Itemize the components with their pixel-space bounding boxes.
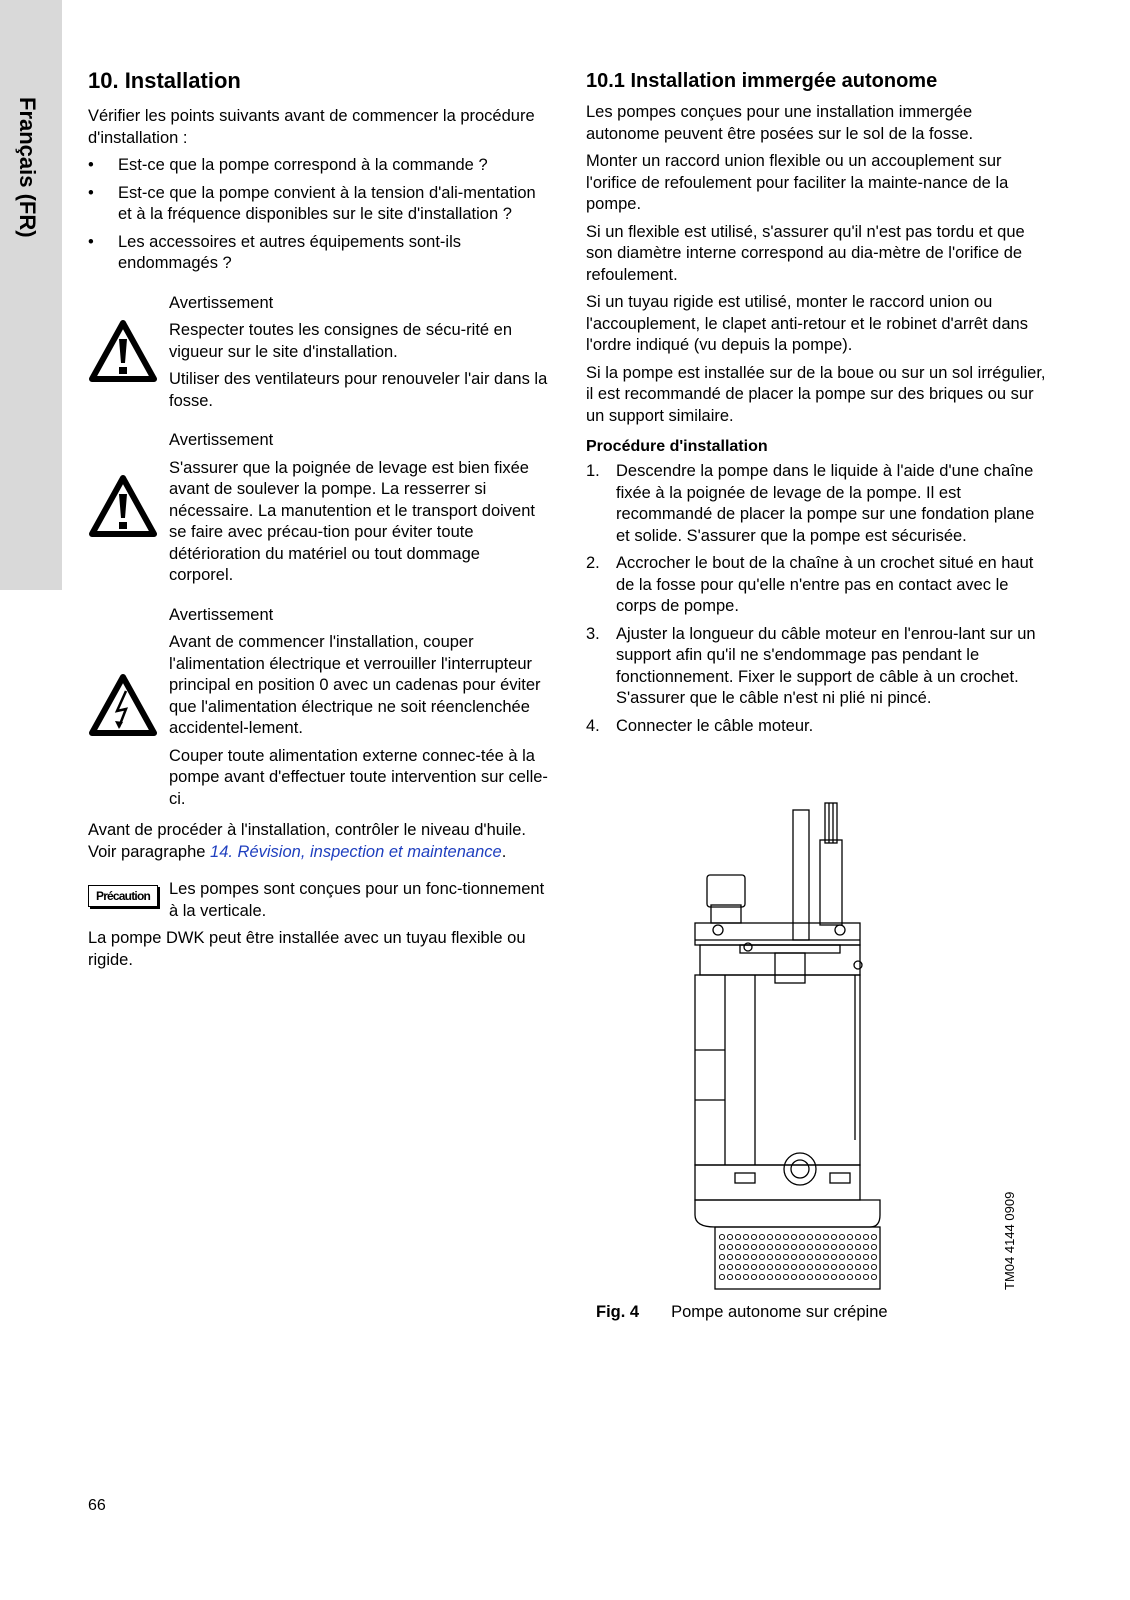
electrical-hazard-icon: [88, 673, 158, 737]
body-paragraph: Si un flexible est utilisé, s'assurer qu'il n'est pas tordu et que son diamètre interne correspond au dia-mètre de l'orifice de refoulement.: [586, 222, 1025, 284]
list-item: • Les accessoires et autres équipements sont-ils endommagés ?: [88, 232, 462, 272]
pump-on-strainer-drawing: [680, 795, 895, 1295]
figure-caption: [596, 1303, 888, 1322]
procedure-steps: [586, 461, 1046, 737]
list-item: • Est-ce que la pompe convient à la tension d'ali-mentation et à la fréquence disponibles sur le site d'installation ?: [88, 183, 536, 223]
warning-text: Utiliser des ventilateurs pour renouveler l'air dans la fosse.: [169, 370, 548, 410]
list-item: 4. Connecter le câble moteur.: [586, 716, 814, 735]
warning-text: Respecter toutes les consignes de sécu-rité en vigueur sur le site d'installation.: [169, 321, 513, 361]
section-heading: 10. Installation: [88, 68, 241, 93]
figure-code: TM04 4144 0909: [1002, 1191, 1017, 1290]
warning-exclamation-icon: [88, 319, 158, 383]
page-number: 66: [88, 1497, 106, 1514]
precaution-text: Les pompes sont conçues pour un fonc-tionnement à la verticale.: [169, 880, 545, 920]
warning-text: Couper toute alimentation externe connec-tée à la pompe avant d'effectuer toute intervention sur celle-ci.: [169, 746, 548, 808]
warning-exclamation-icon: [88, 474, 158, 538]
body-paragraph: Monter un raccord union flexible ou un accouplement sur l'orifice de refoulement pour faciliter la mainte-nance de la pompe.: [586, 152, 1009, 213]
language-side-tab: [0, 0, 62, 590]
intro-text: Vérifier les points suivants avant de commencer la procédure d'installation :: [88, 107, 535, 147]
list-item: • Est-ce que la pompe correspond à la commande ?: [88, 156, 488, 174]
figure-number: Fig. 4: [596, 1303, 640, 1321]
warning-label: Avertissement: [169, 431, 274, 449]
warning-text: Avant de commencer l'installation, couper l'alimentation électrique et verrouiller l'interrupteur principal en position 0 avec un cadenas pour éviter que l'alimentation électrique ne soit réenclenchée accidentel-lement.: [169, 633, 541, 737]
body-paragraph: Si un tuyau rigide est utilisé, monter le raccord union ou l'accouplement, le clapet anti-retour et le robinet d'arrêt dans l'ordre indiqué (vu depuis la pompe).: [586, 293, 1028, 354]
list-item: 1. Descendre la pompe dans le liquide à l'aide d'une chaîne fixée à la poignée de levage de la pompe. Il est recommandé de placer la pompe sur une fondation plane et solide. S'assurer que la pompe est sécurisée.: [586, 462, 1035, 545]
warning-block: [88, 605, 548, 811]
warning-label: Avertissement: [169, 293, 274, 312]
body-paragraph: Les pompes conçues pour une installation immergée autonome peuvent être posées sur le sol de la fosse.: [586, 103, 974, 143]
warning-text: S'assurer que la poignée de levage est bien fixée avant de soulever la pompe. La resserrer si nécessaire. La manutention et le transport doivent se faire avec précau-tion pour éviter toute détérioration du matériel ou tout dommage corporel.: [169, 458, 535, 584]
closing-text: La pompe DWK peut être installée avec un tuyau flexible ou rigide.: [88, 929, 526, 969]
precaution-badge: Précaution: [88, 885, 158, 907]
section-link[interactable]: 14. Révision, inspection et maintenance: [210, 842, 502, 861]
figure-caption-text: Pompe autonome sur crépine: [671, 1303, 888, 1321]
language-label: Français (FR): [15, 97, 40, 238]
subsection-heading: 10.1 Installation immergée autonome: [586, 70, 938, 92]
checklist: [88, 155, 548, 275]
warning-block: [88, 293, 548, 413]
precaution-block: [88, 879, 548, 922]
left-column: [88, 68, 548, 977]
warning-label: Avertissement: [169, 605, 274, 624]
procedure-heading: Procédure d'installation: [586, 438, 768, 455]
body-paragraph: Si la pompe est installée sur de la boue ou sur un sol irrégulier, il est recommandé de placer la pompe sur des briques ou sur un support similaire.: [586, 363, 1046, 425]
oil-check-text: Avant de procéder à l'installation, contrôler le niveau d'huile. Voir paragraphe 14. Révision, inspection et maintenance.: [88, 821, 527, 861]
list-item: 3. Ajuster la longueur du câble moteur en l'enrou-lant sur un support afin qu'il ne s'endommage pas pendant le fonctionnement. Fixer le support de câble à un crochet. S'assurer que le câble n'est ni plié ni pincé.: [586, 624, 1036, 707]
list-item: 2. Accrocher le bout de la chaîne à un crochet situé en haut de la fosse pour qu'elle n'entre pas en contact avec le corps de pompe.: [586, 554, 1034, 615]
right-column: [586, 68, 1046, 743]
warning-block: [88, 430, 548, 587]
